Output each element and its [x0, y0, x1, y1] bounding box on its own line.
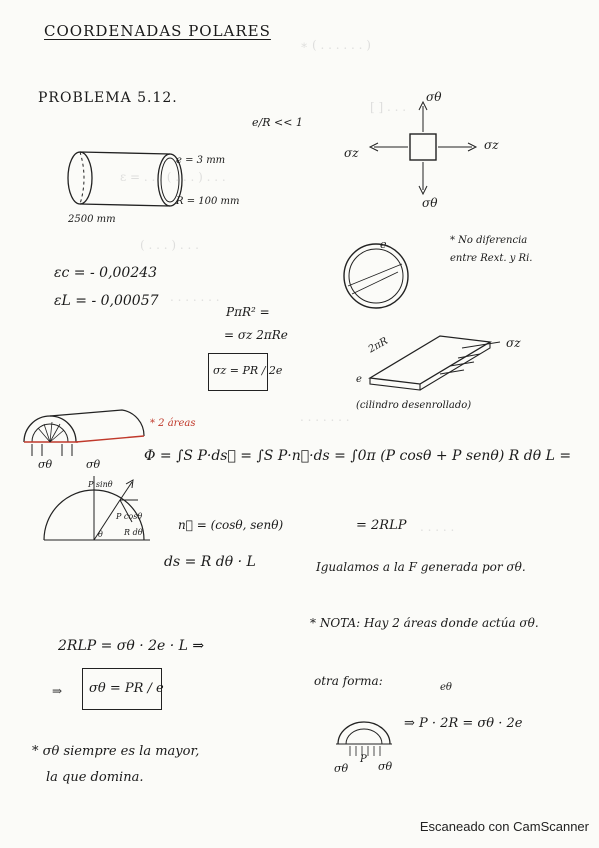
normal-vector: n⃗ = (cosθ, senθ)	[178, 518, 284, 532]
flux-integral: Φ = ∫S P·ds⃗ = ∫S P·n⃗·ds = ∫0π (P cosθ + P senθ) R dθ L =	[144, 448, 572, 464]
axial-result-box	[208, 353, 283, 391]
ghost-text: . . . . .	[420, 520, 455, 534]
ghost-text: ∗ ( . . . . . . )	[300, 38, 371, 52]
arch-sigma2: σθ	[378, 760, 393, 773]
e-symbol: eθ	[440, 682, 452, 693]
stress-top: σθ	[426, 90, 442, 104]
half-cyl-sigma1: σθ	[38, 458, 53, 471]
main-equation: 2RLP = σθ · 2e · L ⇒	[58, 638, 205, 654]
ghost-text: . . . . . . .	[300, 410, 350, 424]
axial-line2: = σz 2πRe	[224, 328, 288, 342]
unrolled-sigma: σz	[506, 336, 521, 350]
axial-result: σz = PR / 2e	[213, 364, 283, 377]
final-result-box	[82, 668, 162, 710]
stress-right: σz	[484, 138, 499, 152]
vec-label-theta: θ	[98, 530, 103, 539]
scanner-watermark: Escaneado con CamScanner	[419, 819, 589, 834]
stress-bottom: σθ	[422, 196, 438, 210]
conclusion-line1: * σθ siempre es la mayor,	[32, 744, 200, 759]
arch-sigma1: σθ	[334, 762, 349, 775]
problem-heading: PROBLEMA 5.12.	[38, 90, 178, 106]
vec-label-pcos: P cosθ	[116, 512, 143, 521]
note-no-difference	[450, 232, 540, 268]
page-title: COORDENADAS POLARES	[44, 22, 271, 40]
strain-circ: εc = - 0,00243	[54, 265, 158, 281]
unrolled-2piR: 2πR	[366, 335, 390, 356]
stress-element	[340, 92, 480, 212]
vec-label-rdtheta: R dθ	[124, 528, 143, 537]
ghost-text: . . . . . . .	[170, 290, 220, 304]
axial-line1: PπR² =	[226, 305, 270, 319]
stress-left: σz	[344, 146, 359, 160]
arch-p: P	[360, 754, 367, 765]
ghost-text: ε = . . . ( . . . ) . . .	[120, 170, 226, 184]
half-cyl-sigma2: σθ	[86, 458, 101, 471]
final-result: σθ = PR / e	[89, 681, 164, 696]
ds-element: ds = R dθ · L	[164, 554, 256, 570]
ring-label: e	[380, 238, 387, 251]
cylinder-length: 2500 mm	[68, 214, 116, 225]
half-cyl-areas: * 2 áreas	[150, 418, 196, 429]
unrolled-caption: (cilindro desenrollado)	[356, 400, 472, 411]
half-cylinder-sketch	[18, 400, 148, 460]
note-no-difference-text: * No diferencia entre Rext. y Ri.	[450, 235, 533, 264]
conclusion-line2: la que domina.	[46, 770, 144, 785]
ghost-text: ( . . . ) . . .	[140, 238, 199, 252]
cylinder-radius: R = 100 mm	[176, 196, 240, 207]
strain-long: εL = - 0,00057	[54, 293, 159, 309]
vec-label-psin: P sinθ	[88, 480, 113, 489]
integral-result: = 2RLP	[356, 518, 407, 533]
arch-sketch	[332, 710, 402, 760]
ratio-note: e/R << 1	[252, 116, 303, 129]
cylinder-thickness: e = 3 mm	[176, 155, 226, 166]
unrolled-e: e	[356, 374, 362, 385]
nota-note	[310, 612, 540, 634]
equate-text: Igualamos a la F generada por σθ.	[316, 560, 526, 574]
ring-sketch	[338, 238, 418, 318]
nota-text: * NOTA: Hay 2 áreas donde actúa σθ.	[310, 616, 539, 630]
equate-note	[316, 556, 556, 578]
final-arrow: ⇒	[52, 684, 63, 698]
ghost-text: [ ] . . .	[370, 100, 407, 114]
otra-forma: otra forma:	[314, 674, 383, 688]
alternative-equation: ⇒ P · 2R = σθ · 2e	[404, 716, 523, 731]
